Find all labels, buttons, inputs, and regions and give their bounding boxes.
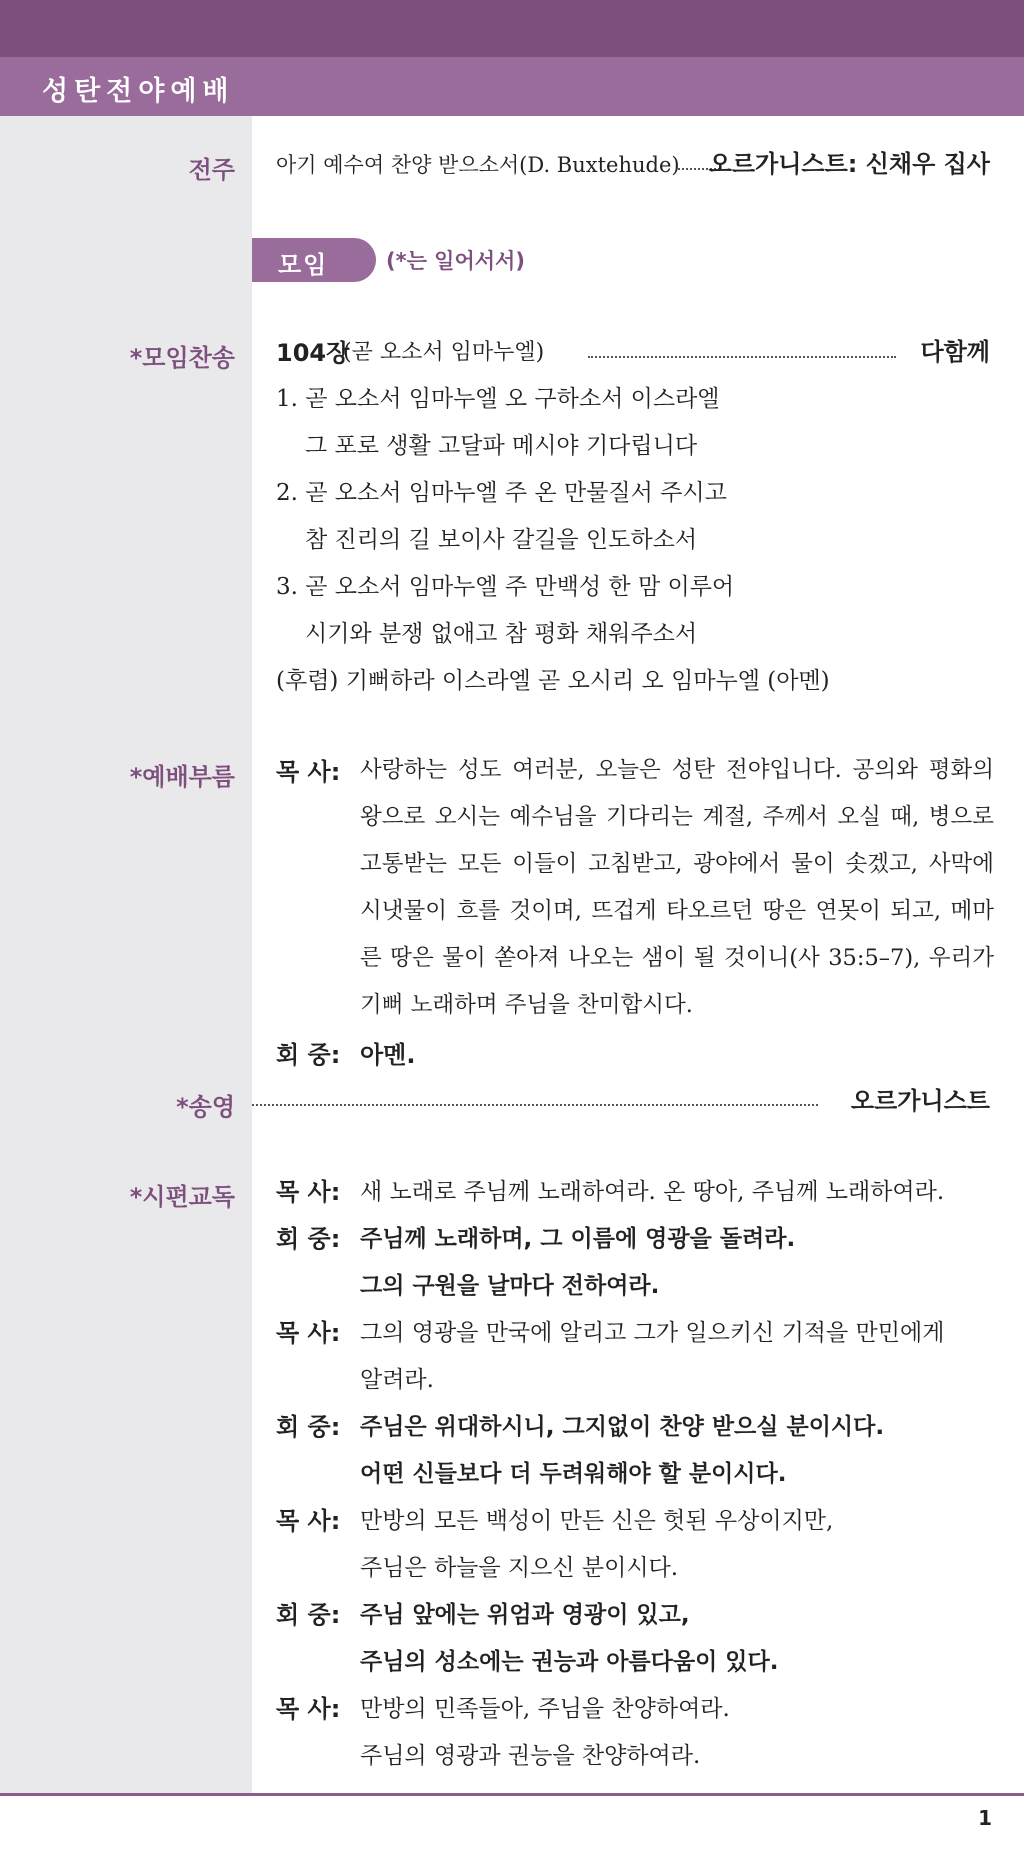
psalm-line: 알려라. — [360, 1367, 434, 1393]
psalm-label: *시편교독 — [129, 1183, 235, 1211]
speaker-pastor: 목 사: — [276, 758, 341, 786]
hymn-line: 참 진리의 길 보이사 갈길을 인도하소서 — [305, 527, 698, 553]
speaker-congregation: 회 중: — [276, 1413, 341, 1441]
footer-rule — [0, 1793, 1024, 1796]
hymn-line: 2. 곧 오소서 임마누엘 주 온 만물질서 주시고 — [276, 480, 727, 506]
hymn-line: 그 포로 생활 고달파 메시야 기다립니다 — [305, 433, 698, 459]
psalm-line: 만방의 모든 백성이 만든 신은 헛된 우상이지만, — [360, 1508, 834, 1534]
speaker-congregation: 회 중: — [276, 1041, 341, 1069]
speaker-pastor: 목 사: — [276, 1695, 341, 1723]
psalm-line: 그의 구원을 날마다 전하여라. — [360, 1273, 660, 1299]
call-to-worship-text: 사랑하는 성도 여러분, 오늘은 성탄 전야입니다. 공의와 평화의 왕으로 오시는 예수님을 기다리는 계절, 주께서 오실 때, 병으로 고통받는 모든 이들이 고침받고, 광야에서 물이 솟겠고, 사막에 시냇물이 흐를 것이며, 뜨겁게 타오르던 땅은 연못이 되고, 메마른 땅은 물이 쏟아져 나오는 샘이 될 것이니(사 35:5–7), 우리가 기뻐 노래하며 주님을 찬미합시다. — [360, 757, 994, 1018]
standing-note: (*는 일어서서) — [386, 249, 525, 273]
hymn-number: 104장 — [276, 339, 350, 367]
prelude-performer: 오르가니스트: 신채우 집사 — [708, 150, 990, 178]
speaker-congregation: 회 중: — [276, 1225, 341, 1253]
psalm-line: 주님은 하늘을 지으신 분이시다. — [360, 1555, 679, 1581]
psalm-line: 주님의 성소에는 권능과 아름다움이 있다. — [360, 1649, 779, 1675]
psalm-line: 주님 앞에는 위엄과 영광이 있고, — [360, 1602, 690, 1628]
hymn-leader-dots — [588, 356, 896, 358]
hymn-line: 3. 곧 오소서 임마누엘 주 만백성 한 맘 이루어 — [276, 574, 735, 600]
top-band — [0, 0, 1024, 57]
prelude-piece: 아기 예수여 찬양 받으소서(D. Buxtehude) — [276, 153, 680, 177]
call-to-worship-label: *예배부름 — [129, 763, 235, 791]
psalm-line: 새 노래로 주님께 노래하여라. 온 땅아, 주님께 노래하여라. — [360, 1179, 945, 1205]
page-title: 성탄전야예배 — [42, 76, 235, 107]
hymn-title: (곧 오소서 임마누엘) — [343, 340, 545, 365]
doxology-leader-dots — [252, 1104, 818, 1106]
prelude-label: 전주 — [188, 156, 235, 184]
speaker-pastor: 목 사: — [276, 1178, 341, 1206]
section-pill-title: 모임 — [278, 251, 329, 279]
speaker-pastor: 목 사: — [276, 1319, 341, 1347]
hymn-by: 다함께 — [920, 338, 990, 366]
hymn-line: 1. 곧 오소서 임마누엘 오 구하소서 이스라엘 — [276, 386, 720, 412]
psalm-line: 주님의 영광과 권능을 찬양하여라. — [360, 1743, 701, 1769]
congregation-response: 아멘. — [360, 1041, 416, 1069]
doxology-by: 오르가니스트 — [850, 1087, 990, 1115]
page-number: 1 — [978, 1806, 992, 1830]
psalm-line: 어떤 신들보다 더 두려워해야 할 분이시다. — [360, 1461, 787, 1487]
hymn-line: 시기와 분쟁 없애고 참 평화 채워주소서 — [305, 621, 698, 647]
hymn-line: (후렴) 기뻐하라 이스라엘 곧 오시리 오 임마누엘 (아멘) — [276, 668, 830, 694]
doxology-label: *송영 — [176, 1093, 235, 1121]
title-bar — [0, 57, 1024, 116]
psalm-line: 주님은 위대하시니, 그지없이 찬양 받으실 분이시다. — [360, 1414, 885, 1440]
psalm-line: 주님께 노래하며, 그 이름에 영광을 돌려라. — [360, 1226, 796, 1252]
section-pill-gathering — [252, 238, 376, 282]
hymn-label: *모임찬송 — [129, 344, 235, 372]
psalm-line: 만방의 민족들아, 주님을 찬양하여라. — [360, 1696, 730, 1722]
speaker-pastor: 목 사: — [276, 1507, 341, 1535]
psalm-line: 그의 영광을 만국에 알리고 그가 일으키신 기적을 만민에게 — [360, 1320, 945, 1346]
speaker-congregation: 회 중: — [276, 1601, 341, 1629]
